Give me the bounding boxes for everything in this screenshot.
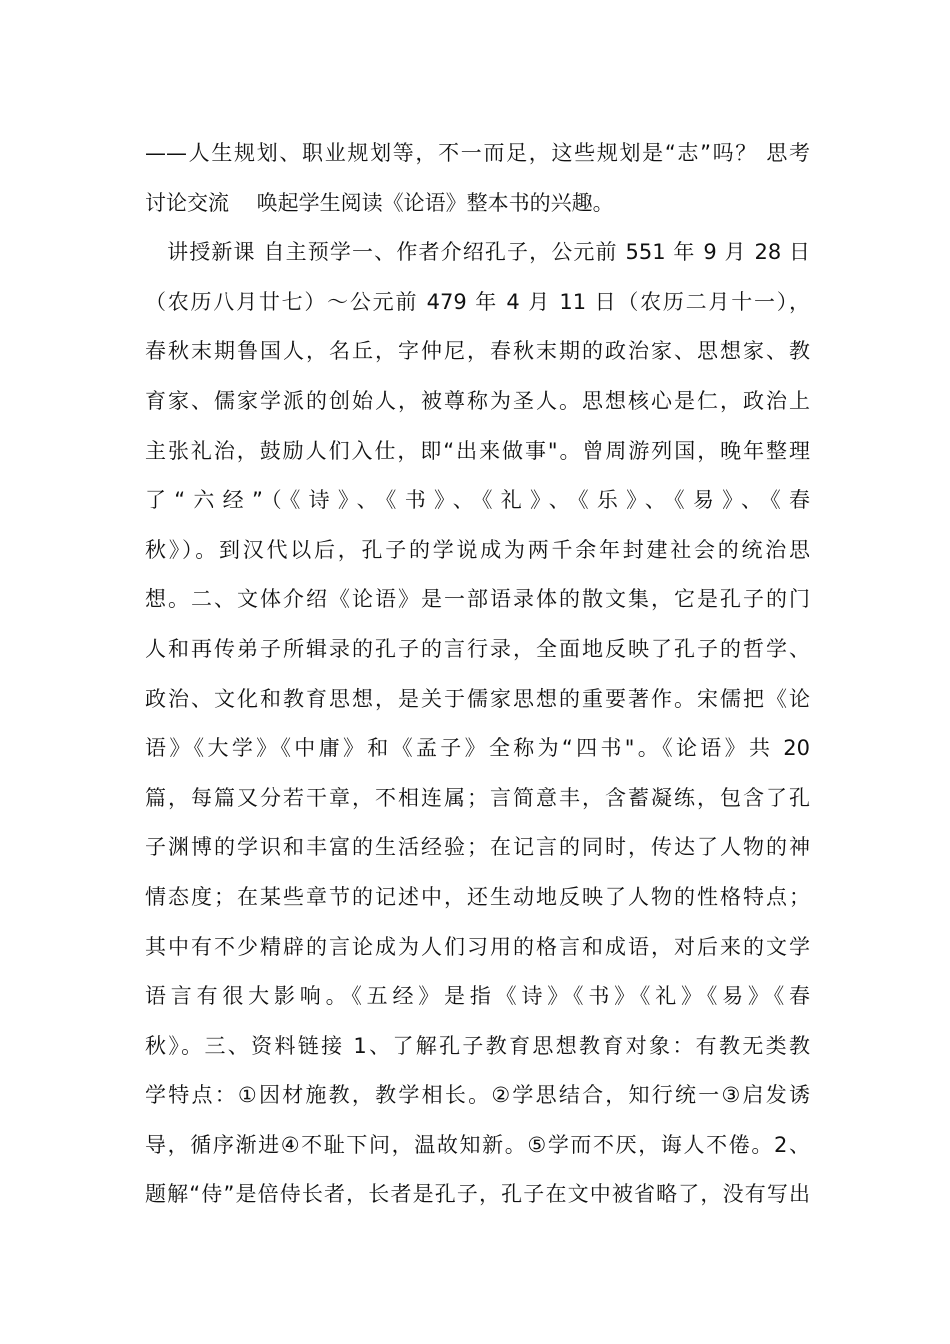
- text-line: 秋》）。到汉代以后，孔子的学说成为两千余年封建社会的统治思: [145, 537, 810, 562]
- text-line: 其中有不少精辟的言论成为人们习用的格言和成语，对后来的文学: [145, 934, 810, 959]
- text-line: 情态度；在某些章节的记述中，还生动地反映了人物的性格特点；: [145, 884, 810, 909]
- text-line: 秋》。三、资料链接 1、了解孔子教育思想教育对象：有教无类教: [145, 1033, 810, 1058]
- text-line: 想。二、文体介绍《论语》是一部语录体的散文集，它是孔子的门: [145, 587, 810, 612]
- text-line: （农历八月廿七）～公元前 479 年 4 月 11 日（农历二月十一），: [145, 289, 810, 314]
- body-text: [145, 129, 810, 1220]
- text-line: 春秋末期鲁国人，名丘，字仲尼，春秋末期的政治家、思想家、教: [145, 339, 810, 364]
- text-line: 语》《大学》《中庸》和《孟子》全称为“四书"。《论语》共 20: [145, 736, 810, 761]
- text-line: 子渊博的学识和丰富的生活经验；在记言的同时，传达了人物的神: [145, 835, 810, 860]
- text-line: 学特点：①因材施教，教学相长。②学思结合，知行统一③启发诱: [145, 1083, 810, 1108]
- text-line: ——人生规划、职业规划等，不一而足，这些规划是“志”吗？ 思考: [145, 141, 810, 165]
- text-line: 主张礼治，鼓励人们入仕，即“出来做事"。曾周游列国，晚年整理: [145, 438, 810, 463]
- text-line: 讨论交流 唤起学生阅读《论语》整本书的兴趣。: [145, 190, 614, 215]
- text-line: 题解“侍”是倍侍长者，长者是孔子，孔子在文中被省略了，没有写出: [145, 1182, 810, 1207]
- text-line: 政治、文化和教育思想，是关于儒家思想的重要著作。宋儒把《论: [145, 686, 810, 711]
- text-line: 育家、儒家学派的创始人，被尊称为圣人。思想核心是仁，政治上: [145, 388, 810, 413]
- text-line: 语言有很大影响。《五经》是指《诗》《书》《礼》《易》《春: [145, 984, 810, 1009]
- text-line: 了“六经”（《诗》、《书》、《礼》、《乐》、《易》、《春: [145, 488, 810, 513]
- text-line: 导，循序渐进④不耻下问，温故知新。⑤学而不厌，诲人不倦。2、: [145, 1132, 810, 1157]
- text-line: 篇，每篇又分若干章，不相连属；言简意丰，含蓄凝练，包含了孔: [145, 785, 810, 810]
- text-line: 讲授新课 自主预学一、作者介绍孔子，公元前 551 年 9 月 28 日: [145, 240, 810, 265]
- text-line: 人和再传弟子所辑录的孔子的言行录，全面地反映了孔子的哲学、: [145, 636, 810, 661]
